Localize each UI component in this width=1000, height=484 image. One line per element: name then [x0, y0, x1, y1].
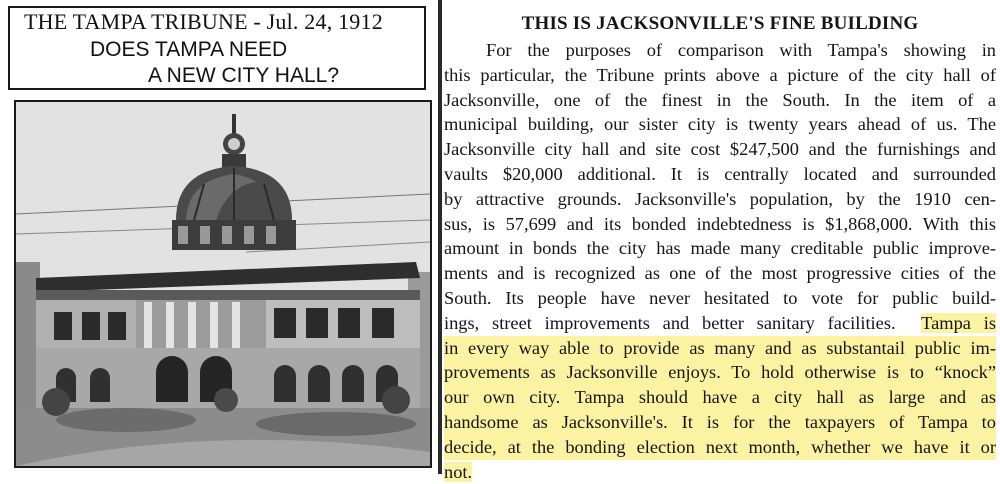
article-body [444, 38, 996, 484]
article-line-text: ings, street improvements and better sanitary facilities. [444, 312, 896, 333]
highlighted-text: handsome as Jacksonville's. It is for the taxpayers of Tampa to [444, 410, 996, 435]
highlighted-text: Tampa is [921, 312, 996, 333]
highlighted-line [444, 435, 996, 460]
highlighted-text: provements as Jacksonville enjoys. To hold otherwise is to “knock” [444, 360, 996, 385]
article-line: Jacksonville city hall and site cost $247,500 and the furnishings and [444, 139, 996, 160]
highlighted-line [444, 460, 996, 484]
newspaper-source-date: THE TAMPA TRIBUNE - Jul. 24, 1912 [24, 9, 383, 34]
article-line: ments and is recognized as one of the most progressive cities of the [444, 263, 996, 284]
article-line-mixed [444, 311, 996, 336]
highlighted-text: not. [444, 461, 473, 482]
highlighted-line [444, 360, 996, 385]
jacksonville-city-hall-illustration [16, 102, 430, 466]
highlighted-text: in every way able to provide as many and as substantail public im- [444, 336, 996, 361]
article-line: this particular, the Tribune prints above a picture of the city hall of [444, 64, 996, 85]
article-line: Jacksonville, one of the finest in the South. In the item of a [444, 89, 996, 110]
clipping-left-column [0, 0, 438, 474]
article-line: For the purposes of comparison with Tampa's showing in [486, 40, 996, 60]
article-line: amount in bonds the city has made many creditable public improve- [444, 238, 996, 259]
article-line: municipal building, our sister city is twenty years ahead of us. The [444, 114, 996, 135]
highlighted-line [444, 410, 996, 435]
highlighted-line [444, 385, 996, 410]
article-line: sus, is 57,699 and its bonded indebtedness is $1,868,000. With this [444, 213, 996, 234]
masthead-box [8, 6, 426, 90]
article-line: South. Its people have never hesitated to vote for public build- [444, 287, 996, 308]
clipping-title-line-2: A NEW CITY HALL? [148, 64, 340, 87]
column-divider [438, 0, 442, 474]
article-line: by attractive grounds. Jacksonville's population, by the 1910 cen- [444, 188, 996, 209]
clipping-title-line-1: DOES TAMPA NEED [90, 38, 288, 61]
city-hall-photo [14, 100, 432, 468]
article-headline: THIS IS JACKSONVILLE'S FINE BUILDING [521, 13, 919, 34]
highlighted-text: decide, at the bonding election next month, whether we have it or [444, 435, 996, 460]
highlighted-text: our own city. Tampa should have a city hall as large and as [444, 385, 996, 410]
article-column [444, 0, 996, 482]
highlighted-line [444, 336, 996, 361]
article-line: vaults $20,000 additional. It is centrally located and surrounded [444, 163, 996, 184]
